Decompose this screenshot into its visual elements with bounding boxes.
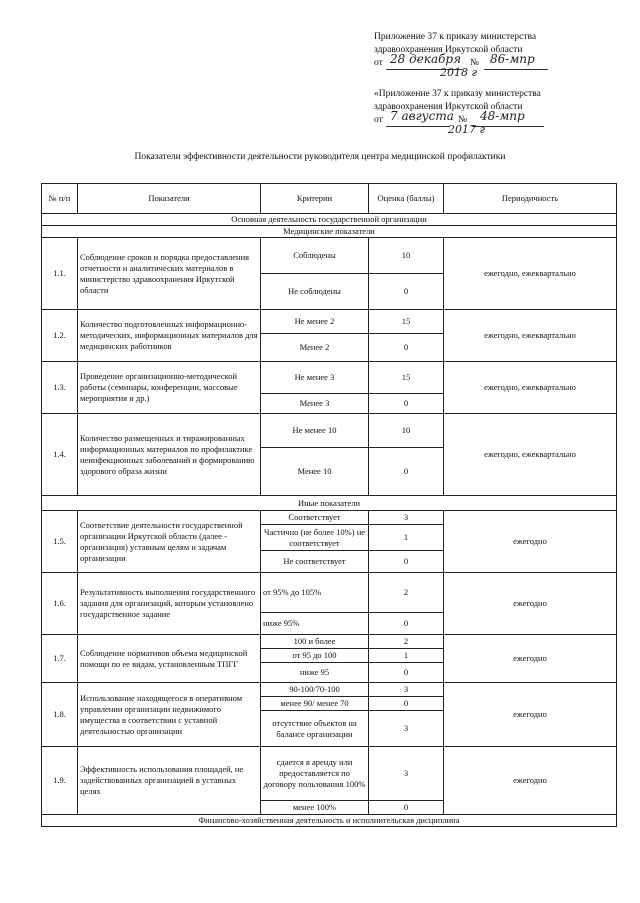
row-indicator: Использование находящегося в оперативном управлении организации недвижимого имущества в соответствии с уставной деятельностью организации bbox=[78, 683, 261, 747]
table-row bbox=[42, 310, 617, 334]
row-number: 1.8. bbox=[42, 683, 78, 747]
row-score: 0 bbox=[369, 801, 444, 815]
row-criterion: Не соответствует bbox=[261, 551, 369, 573]
table-row bbox=[42, 511, 617, 525]
row-period: ежегодно bbox=[444, 511, 617, 573]
row-score: 3 bbox=[369, 747, 444, 801]
header-criteria: Критерии bbox=[261, 184, 369, 214]
row-criterion: Не менее 10 bbox=[261, 414, 369, 448]
row-criterion: Менее 2 bbox=[261, 334, 369, 362]
header-line-3: «Приложение 37 к приказу министерства bbox=[374, 89, 541, 99]
row-score: 1 bbox=[369, 649, 444, 663]
table-header-row bbox=[42, 184, 617, 214]
row-number: 1.6. bbox=[42, 573, 78, 635]
row-score: 0 bbox=[369, 697, 444, 711]
row-score: 10 bbox=[369, 238, 444, 274]
handwritten-number-1: 86-мпр bbox=[490, 52, 535, 66]
header-score: Оценка (баллы) bbox=[369, 184, 444, 214]
row-score: 2 bbox=[369, 635, 444, 649]
indicators-table bbox=[41, 183, 617, 827]
header-line-4: здравоохранения Иркутской области bbox=[374, 102, 523, 112]
row-score: 0 bbox=[369, 551, 444, 573]
header-num: № п/п bbox=[42, 184, 78, 214]
row-criterion: Не соблюдены bbox=[261, 274, 369, 310]
header-line-2: здравоохранения Иркутской области bbox=[374, 45, 523, 55]
table-row bbox=[42, 238, 617, 274]
row-score: 0 bbox=[369, 394, 444, 414]
document-title: Показатели эффективности деятельности руководителя центра медицинской профилактики bbox=[134, 152, 506, 162]
table-row bbox=[42, 573, 617, 613]
header-period: Периодичность bbox=[444, 184, 617, 214]
row-indicator: Соблюдение нормативов объема медицинской помощи по ее видам, установленным ТПГГ bbox=[78, 635, 261, 683]
row-score: 10 bbox=[369, 414, 444, 448]
section-main: Основная деятельность государственной организации bbox=[42, 214, 617, 226]
handwritten-year-2: 2017 г bbox=[448, 123, 486, 136]
row-criterion: Частично (не более 10%) не соответствует bbox=[261, 525, 369, 551]
section-finance: Финансово-хозяйственная деятельность и исполнительская дисциплина bbox=[42, 815, 617, 827]
handwritten-number-2: 48-мпр bbox=[480, 109, 525, 123]
handwritten-year-1: 2018 г bbox=[440, 66, 478, 79]
section-other: Иные показатели bbox=[42, 496, 617, 511]
row-score: 1 bbox=[369, 525, 444, 551]
row-number: 1.1. bbox=[42, 238, 78, 310]
row-criterion: Не менее 2 bbox=[261, 310, 369, 334]
section-medical: Медицинские показатели bbox=[42, 226, 617, 238]
table-row bbox=[42, 414, 617, 448]
table-row bbox=[42, 362, 617, 394]
row-criterion: Не менее 3 bbox=[261, 362, 369, 394]
row-criterion: 90-100/70-100 bbox=[261, 683, 369, 697]
row-indicator: Эффективность использования площадей, не задействованных организацией в уставных целях bbox=[78, 747, 261, 815]
row-number: 1.7. bbox=[42, 635, 78, 683]
row-score: 3 bbox=[369, 511, 444, 525]
row-score: 2 bbox=[369, 573, 444, 613]
header-no-1: № bbox=[470, 58, 480, 68]
row-criterion: ниже 95 bbox=[261, 663, 369, 683]
header-no-2: № bbox=[458, 115, 468, 125]
row-period: ежегодно bbox=[444, 635, 617, 683]
row-criterion: от 95 до 100 bbox=[261, 649, 369, 663]
row-number: 1.5. bbox=[42, 511, 78, 573]
row-number: 1.9. bbox=[42, 747, 78, 815]
row-score: 15 bbox=[369, 362, 444, 394]
row-indicator: Соблюдение сроков и порядка предоставления отчетности и аналитических материалов в министерство здравоохранения Иркутской области bbox=[78, 238, 261, 310]
row-indicator: Проведение организационно-методической работы (семинары, конференции, массовые мероприятия и др.) bbox=[78, 362, 261, 414]
row-criterion: Менее 10 bbox=[261, 448, 369, 496]
row-score: 3 bbox=[369, 683, 444, 697]
row-criterion: отсутствие объектов на балансе организации bbox=[261, 711, 369, 747]
row-period: ежегодно bbox=[444, 573, 617, 635]
handwritten-date-1: 28 декабря bbox=[390, 52, 462, 66]
row-indicator: Количество подготовленных информационно-методических, информационных материалов для медицинских работников bbox=[78, 310, 261, 362]
row-criterion: ниже 95% bbox=[261, 613, 369, 635]
header-ot-1: от bbox=[374, 58, 383, 68]
row-criterion: менее 90/ менее 70 bbox=[261, 697, 369, 711]
row-period: ежегодно, ежеквартально bbox=[444, 362, 617, 414]
row-period: ежегодно bbox=[444, 747, 617, 815]
row-score: 15 bbox=[369, 310, 444, 334]
row-criterion: менее 100% bbox=[261, 801, 369, 815]
row-indicator: Результативность выполнения государственного задания для организаций, которым установлено государственное задание bbox=[78, 573, 261, 635]
row-criterion: Менее 3 bbox=[261, 394, 369, 414]
row-criterion: Соответствует bbox=[261, 511, 369, 525]
row-indicator: Соответствие деятельности государственной организации Иркутской области (далее - организация) уставным целям и задачам организации bbox=[78, 511, 261, 573]
row-score: 3 bbox=[369, 711, 444, 747]
row-number: 1.4. bbox=[42, 414, 78, 496]
number-underline-1 bbox=[484, 69, 548, 70]
row-score: 0 bbox=[369, 448, 444, 496]
row-number: 1.3. bbox=[42, 362, 78, 414]
row-criterion: Соблюдены bbox=[261, 238, 369, 274]
row-number: 1.2. bbox=[42, 310, 78, 362]
header-indicator: Показатели bbox=[78, 184, 261, 214]
row-indicator: Количество размещенных и тиражированных информационных материалов по профилактике неинфекционных заболеваний и формированию здорового образа жизни bbox=[78, 414, 261, 496]
row-period: ежегодно bbox=[444, 683, 617, 747]
row-score: 0 bbox=[369, 334, 444, 362]
row-period: ежегодно, ежеквартально bbox=[444, 310, 617, 362]
table-row bbox=[42, 747, 617, 801]
date-underline-2 bbox=[386, 126, 450, 127]
table-row bbox=[42, 683, 617, 697]
row-criterion: от 95% до 105% bbox=[261, 573, 369, 613]
row-score: 0 bbox=[369, 274, 444, 310]
header-ot-2: от bbox=[374, 115, 383, 125]
row-score: 0 bbox=[369, 613, 444, 635]
row-criterion: сдается в аренду или предоставляется по договору пользования 100% bbox=[261, 747, 369, 801]
row-criterion: 100 и более bbox=[261, 635, 369, 649]
handwritten-date-2: 7 августа bbox=[390, 109, 454, 123]
table-row bbox=[42, 635, 617, 649]
row-score: 0 bbox=[369, 663, 444, 683]
header-line-1: Приложение 37 к приказу министерства bbox=[374, 32, 537, 42]
row-period: ежегодно, ежеквартально bbox=[444, 414, 617, 496]
row-period: ежегодно, ежеквартально bbox=[444, 238, 617, 310]
